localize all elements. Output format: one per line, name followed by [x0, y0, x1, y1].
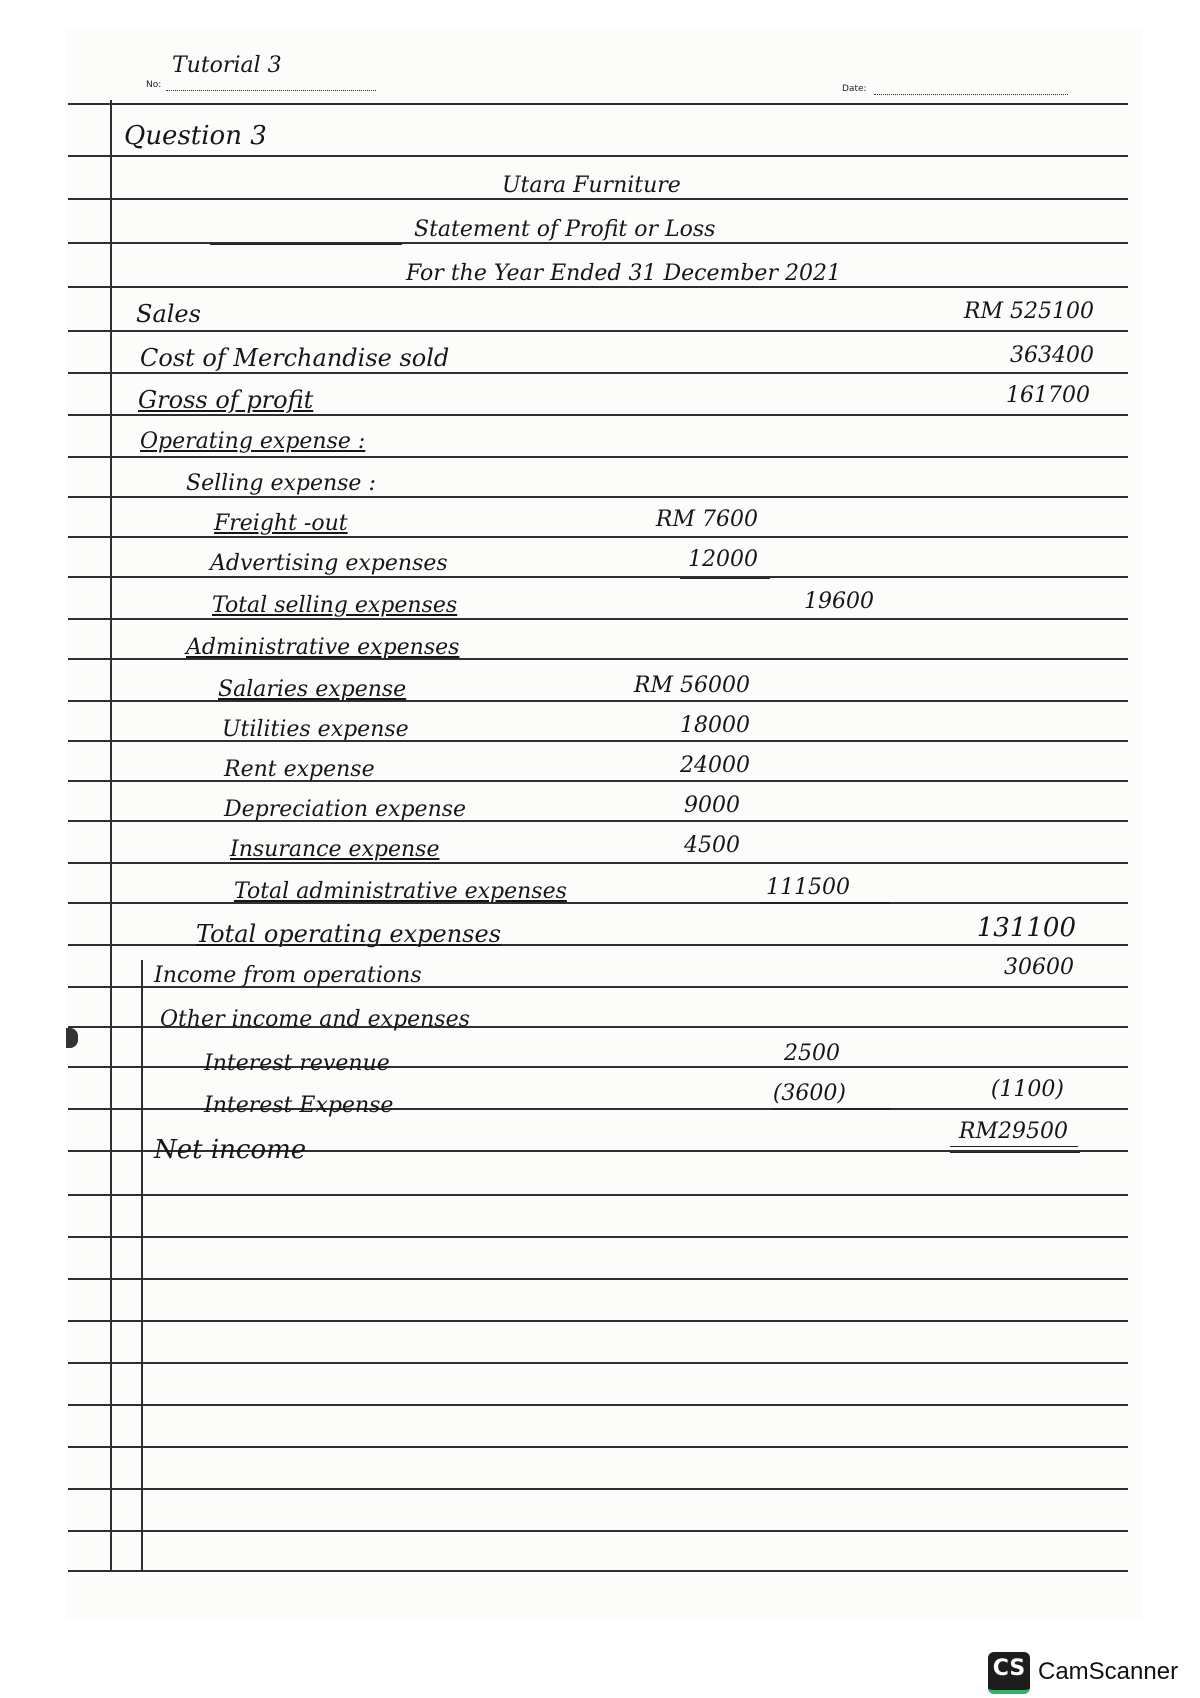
question-heading: Question 3 [124, 121, 267, 151]
ruled-line [68, 1320, 1128, 1322]
interest-expense-underline [772, 1108, 890, 1110]
ruled-line [68, 1194, 1128, 1196]
other-income-header: Other income and expenses [160, 1007, 470, 1032]
depreciation-amount: 9000 [684, 793, 740, 818]
interest-expense-amount: (3600) [772, 1081, 846, 1106]
gross-profit-amount: 161700 [1006, 383, 1090, 408]
ruled-line [68, 1404, 1128, 1406]
interest-expense-label: Interest Expense [204, 1093, 394, 1118]
freight-out-label: Freight -out [214, 511, 348, 536]
statement-period: For the Year Ended 31 December 2021 [406, 261, 841, 286]
salaries-label: Salaries expense [218, 677, 407, 702]
ruled-line [68, 1362, 1128, 1364]
statement-title: Statement of Profit or Loss [414, 217, 716, 242]
tutorial-title: Tutorial 3 [172, 53, 282, 78]
admin-expenses-header: Administrative expenses [186, 635, 460, 660]
insurance-amount: 4500 [684, 833, 740, 858]
total-operating-amount: 131100 [976, 913, 1076, 943]
advertising-amount: 12000 [688, 547, 758, 572]
salaries-amount: RM 56000 [633, 673, 750, 698]
income-from-operations-label: Income from operations [154, 963, 422, 988]
date-label: Date: [842, 84, 867, 94]
camscanner-brand: CamScanner [1038, 1658, 1179, 1685]
income-from-operations-amount: 30600 [1004, 955, 1074, 980]
ruled-line [68, 1446, 1128, 1448]
net-income-label: Net income [154, 1135, 307, 1165]
total-admin-label: Total administrative expenses [234, 879, 567, 904]
freight-out-amount: RM 7600 [655, 507, 758, 532]
other-income-net-amount: (1100) [990, 1077, 1064, 1102]
ruled-line [68, 1570, 1128, 1572]
utilities-amount: 18000 [680, 713, 750, 738]
ruled-line [68, 456, 1128, 458]
utilities-label: Utilities expense [222, 717, 409, 742]
date-field-line [874, 94, 1068, 95]
cost-label: Cost of Merchandise sold [140, 344, 450, 372]
ruled-line [68, 330, 1128, 332]
cost-amount: 363400 [1010, 343, 1094, 368]
ruled-line [68, 1278, 1128, 1280]
ruled-line [68, 372, 1128, 374]
total-selling-label: Total selling expenses [212, 593, 458, 618]
ruled-line [68, 862, 1128, 864]
net-income-double-underline-1 [950, 1146, 1078, 1147]
operating-expense-header: Operating expense : [140, 429, 366, 454]
rent-amount: 24000 [680, 753, 750, 778]
margin-line [110, 100, 112, 1570]
interest-revenue-label: Interest revenue [204, 1051, 390, 1076]
ruled-line [68, 414, 1128, 416]
ruled-line [68, 155, 1128, 157]
depreciation-label: Depreciation expense [224, 797, 467, 822]
ruled-line [68, 1530, 1128, 1532]
net-income-double-underline-2 [950, 1152, 1080, 1153]
total-operating-label: Total operating expenses [196, 920, 502, 948]
interest-revenue-amount: 2500 [784, 1041, 840, 1066]
selling-expense-header: Selling expense : [186, 471, 376, 496]
advertising-label: Advertising expenses [210, 551, 448, 576]
margin-line-inner [141, 960, 143, 1570]
gross-profit-label: Gross of profit [138, 386, 314, 414]
total-selling-amount: 19600 [804, 589, 874, 614]
advertising-underline [680, 578, 770, 579]
sales-amount: RM 525100 [963, 299, 1094, 324]
sales-label: Sales [136, 300, 201, 328]
ruled-line [68, 1488, 1128, 1490]
camscanner-logo-icon: CS [988, 1652, 1030, 1694]
title-underline [210, 244, 402, 245]
total-admin-amount: 111500 [766, 875, 850, 900]
binder-hole [66, 1028, 78, 1048]
ruled-line [68, 902, 1128, 904]
total-admin-underline [760, 902, 890, 904]
no-field-line [166, 90, 376, 91]
ruled-line [68, 103, 1128, 105]
net-income-amount: RM29500 [958, 1119, 1068, 1144]
ruled-line [68, 1236, 1128, 1238]
company-name: Utara Furniture [502, 173, 681, 198]
rent-label: Rent expense [224, 757, 375, 782]
insurance-label: Insurance expense [230, 837, 440, 862]
no-label: No: [146, 80, 162, 90]
